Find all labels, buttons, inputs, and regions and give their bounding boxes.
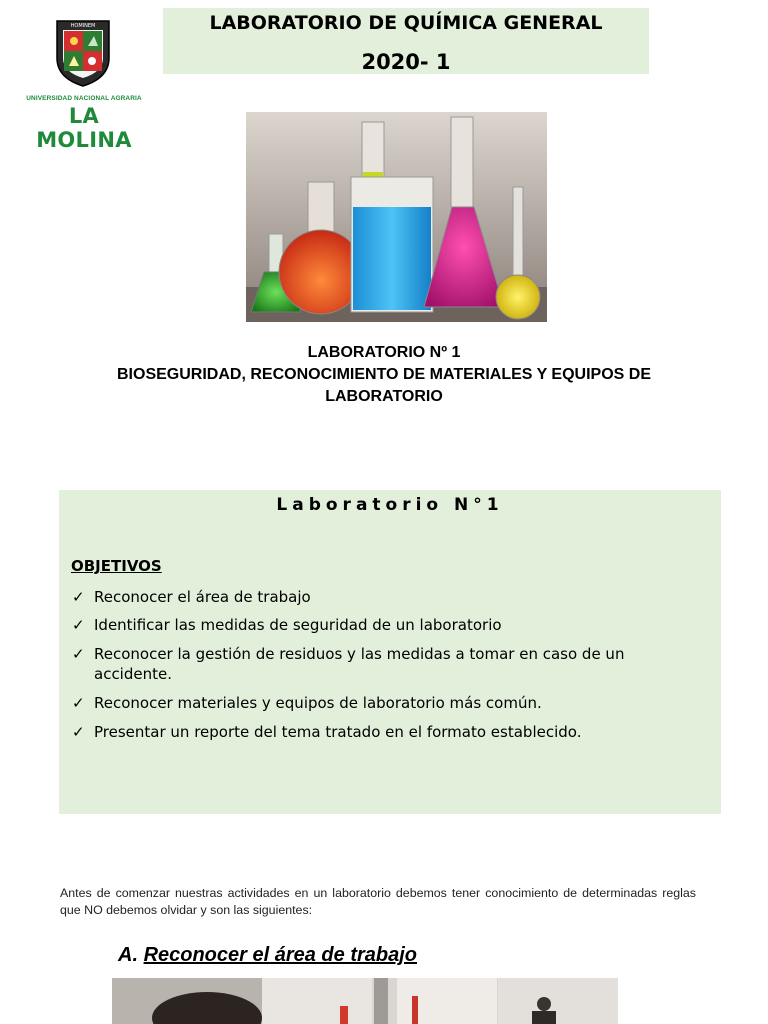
objective-text: Reconocer materiales y equipos de laboratorio más común. (94, 694, 542, 712)
crest-emblem (54, 18, 112, 88)
intro-paragraph: Antes de comenzar nuestras actividades en un laboratorio debemos tener conocimiento de determinadas reglas que NO debemos olvidar y son las siguientes: (60, 886, 696, 917)
objective-item (72, 722, 672, 742)
objective-item (72, 615, 672, 635)
check-icon: ✓ (72, 723, 85, 741)
lab-number-title: LABORATORIO Nº 1 (307, 344, 461, 361)
section-a-letter: A. (118, 944, 138, 966)
objective-item (72, 693, 672, 713)
lab-flasks-photo (246, 112, 547, 322)
crest-motto: HOMINEM (70, 23, 96, 29)
section-a-heading (118, 944, 417, 967)
objectives-heading: OBJETIVOS (71, 557, 162, 575)
section-a-title: Reconocer el área de trabajo (143, 944, 418, 966)
check-icon: ✓ (72, 588, 85, 606)
objective-item (72, 587, 672, 607)
objective-text: Presentar un reporte del tema tratado en el formato establecido. (94, 723, 582, 741)
check-icon: ✓ (72, 694, 85, 712)
objective-text: Identificar las medidas de seguridad de un laboratorio (94, 616, 502, 634)
university-name: UNIVERSIDAD NACIONAL AGRARIA (26, 95, 142, 102)
lab-subtitle-line2: LABORATORIO (325, 388, 443, 405)
objective-text: Reconocer el área de trabajo (94, 588, 311, 606)
objectives-box-title: Laboratorio N°1 (276, 495, 504, 515)
check-icon: ✓ (72, 616, 85, 634)
university-campus: LA MOLINA (36, 104, 132, 152)
check-icon: ✓ (72, 645, 85, 663)
lab-workspace-photo (112, 978, 618, 1024)
university-logo (22, 18, 146, 152)
header-title: LABORATORIO DE QUÍMICA GENERAL (209, 12, 603, 34)
objective-text: Reconocer la gestión de residuos y las medidas a tomar en caso de un accidente. (94, 645, 625, 683)
lab-subtitle-line1: BIOSEGURIDAD, RECONOCIMIENTO DE MATERIALES Y EQUIPOS DE (117, 366, 651, 383)
header-year: 2020- 1 (361, 50, 451, 74)
objective-item (72, 644, 672, 684)
